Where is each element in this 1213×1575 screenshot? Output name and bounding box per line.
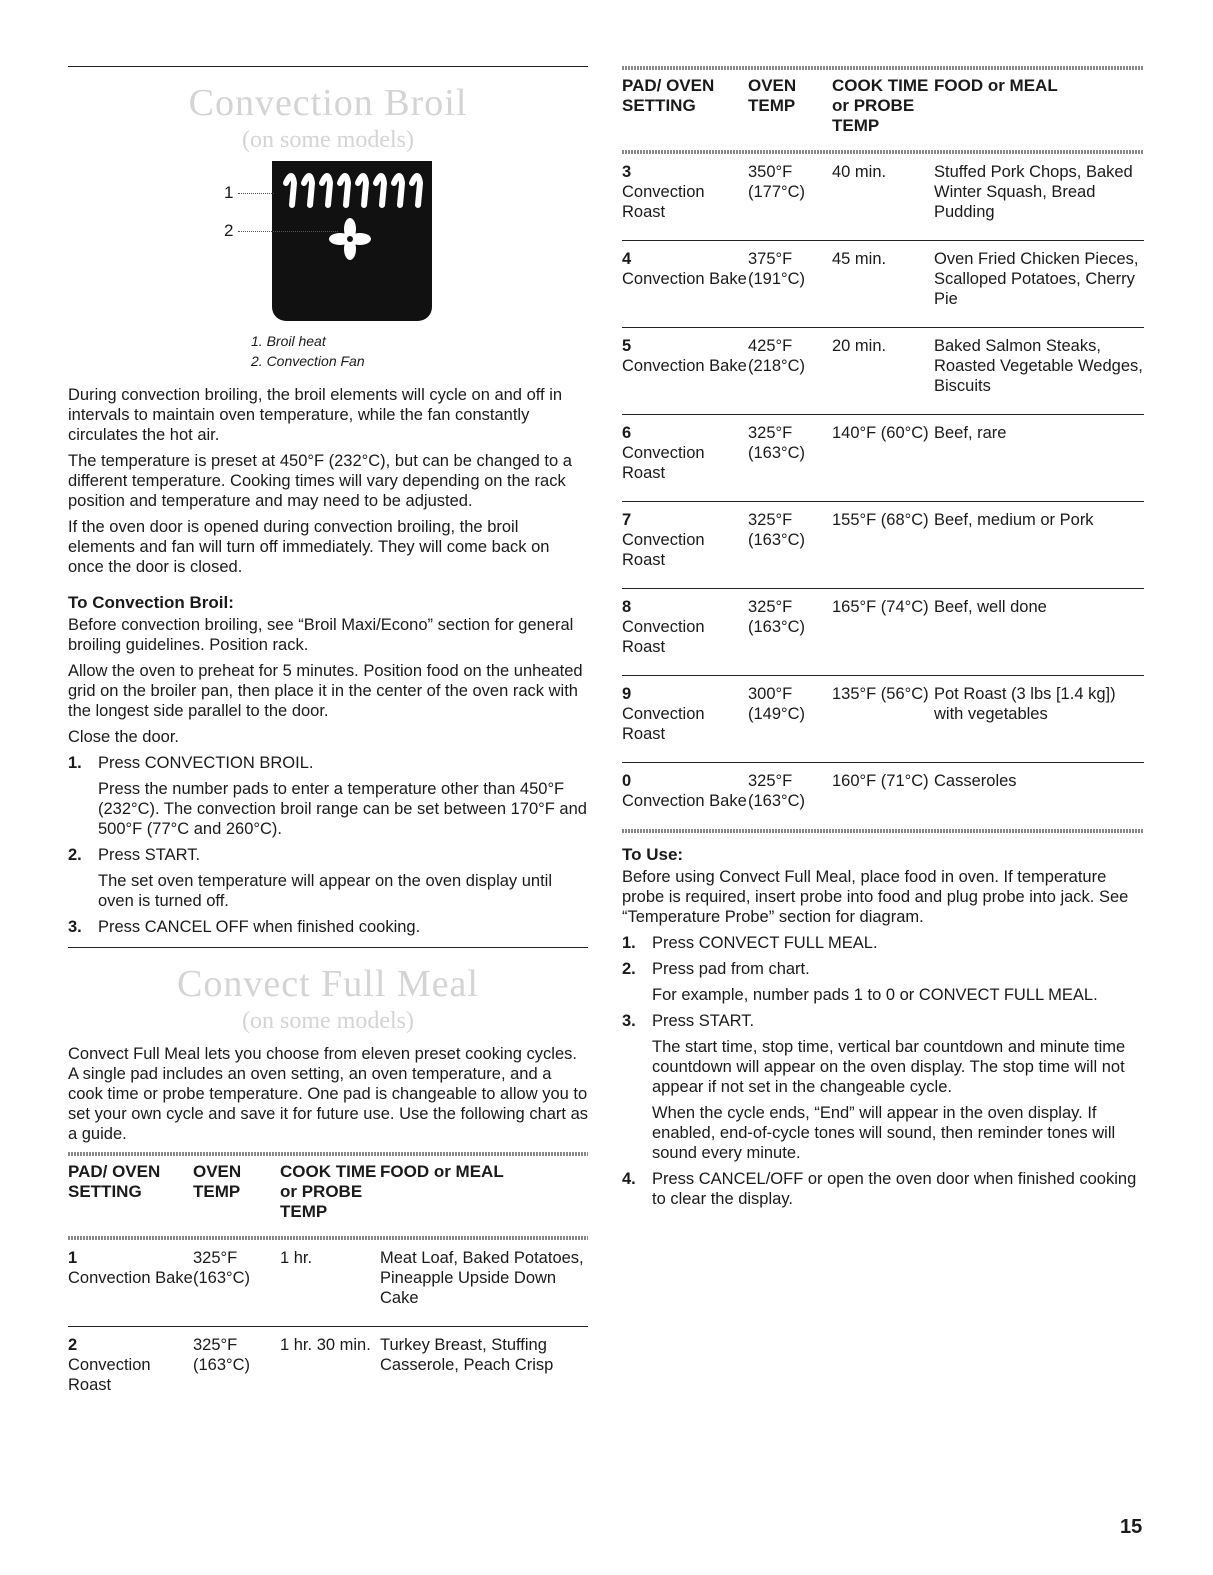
food-meal: Casseroles: [934, 772, 1017, 790]
step-item: [68, 753, 588, 839]
oven-setting: Convection Roast: [622, 705, 705, 743]
convection-broil-steps: [68, 753, 588, 937]
cook-time: 45 min.: [832, 250, 887, 268]
temp-f: 325°F: [748, 424, 793, 442]
oven-setting: Convection Bake: [622, 357, 747, 375]
temp-c: (163°C): [748, 792, 806, 810]
pad-number: 0: [622, 772, 632, 790]
convection-fan-icon: [329, 218, 371, 260]
food-meal: Stuffed Pork Chops, Baked Winter Squash, Bread Pudding: [934, 163, 1133, 221]
step-text: Press START.: [98, 846, 201, 864]
step-detail: For example, number pads 1 to 0 or CONVECT FULL MEAL.: [652, 986, 1098, 1004]
pad-number: 6: [622, 424, 632, 442]
section-rule: [68, 947, 588, 948]
step-item: [622, 959, 1144, 1005]
oven-setting: Convection Roast: [622, 183, 705, 221]
header-temp: OVEN TEMP: [193, 1162, 242, 1201]
pad-number: 5: [622, 337, 632, 355]
table-row: [68, 1327, 588, 1414]
oven-setting: Convection Roast: [622, 618, 705, 656]
pad-number: 3: [622, 163, 632, 181]
header-pad: PAD/ OVEN SETTING: [622, 76, 715, 115]
food-meal: Beef, rare: [934, 424, 1007, 442]
page-number: 15: [1120, 1516, 1143, 1538]
section-rule: [68, 66, 588, 67]
paragraph: During convection broiling, the broil elements will cycle on and off in intervals to maintain oven temperature, while the fan constantly circulates the hot air.: [68, 386, 563, 444]
temp-c: (163°C): [748, 444, 806, 462]
step-detail: The start time, stop time, vertical bar countdown and minute time countdown will appear on the oven display. The stop time will not appear if not set in the changeable cycle.: [652, 1038, 1126, 1096]
temp-c: (163°C): [748, 618, 806, 636]
header-food: FOOD or MEAL: [380, 1162, 504, 1181]
cook-time: 40 min.: [832, 163, 887, 181]
to-use-intro: Before using Convect Full Meal, place food in oven. If temperature probe is required, insert probe into food and plug probe into jack. See “Temperature Probe” section for diagram.: [622, 868, 1129, 926]
step-item: [68, 917, 588, 937]
temp-c: (218°C): [748, 357, 806, 375]
oven-setting: Convection Roast: [68, 1356, 151, 1394]
pad-number: 7: [622, 511, 632, 529]
intro-paragraph: Convect Full Meal lets you choose from eleven preset cooking cycles. A single pad includes an oven setting, an oven temperature, and a cook time or probe temperature. One pad is changeable to allow you to set your own cycle and save it for future use. Use the following chart as a guide.: [68, 1045, 589, 1143]
step-number: 2.: [622, 960, 636, 978]
food-meal: Turkey Breast, Stuffing Casserole, Peach Crisp: [380, 1336, 554, 1374]
oven-heat-panel: [272, 161, 432, 321]
temp-f: 325°F: [748, 772, 793, 790]
cook-time: 165°F (74°C): [832, 598, 929, 616]
temp-f: 425°F: [748, 337, 793, 355]
temp-f: 325°F: [748, 598, 793, 616]
step-item: [622, 933, 1144, 953]
diagram-captions: [251, 331, 588, 371]
callout-line-2: [238, 231, 338, 232]
temp-c: (177°C): [748, 183, 806, 201]
oven-setting: Convection Roast: [622, 444, 705, 482]
step-text: Press CONVECTION BROIL.: [98, 754, 314, 772]
cook-time: 20 min.: [832, 337, 887, 355]
oven-setting: Convection Bake: [68, 1269, 193, 1287]
pad-number: 4: [622, 250, 632, 268]
callout-1: 1: [224, 183, 234, 202]
table-row: [622, 415, 1144, 502]
table-row: [622, 589, 1144, 676]
header-cook: COOK TIME or PROBE TEMP: [280, 1162, 377, 1221]
step-item: [622, 1011, 1144, 1163]
callout-line-1: [238, 193, 274, 194]
left-column: [68, 66, 588, 1413]
how-to-heading: To Convection Broil:: [68, 593, 234, 612]
cook-time: 135°F (56°C): [832, 685, 929, 703]
section-title-convection-broil: Convection Broil: [188, 82, 468, 124]
full-meal-table-right: [622, 70, 1144, 829]
caption-convection-fan: 2. Convection Fan: [251, 353, 365, 369]
step-text: Press START.: [652, 1012, 755, 1030]
food-meal: Beef, well done: [934, 598, 1047, 616]
cook-time: 155°F (68°C): [832, 511, 929, 529]
pad-number: 9: [622, 685, 632, 703]
step-text: Press pad from chart.: [652, 960, 810, 978]
step-number: 2.: [68, 846, 82, 864]
step-text: Press CANCEL OFF when finished cooking.: [98, 918, 421, 936]
header-food: FOOD or MEAL: [934, 76, 1058, 95]
oven-setting: Convection Bake: [622, 270, 747, 288]
callout-2: 2: [224, 221, 234, 240]
cook-time: 140°F (60°C): [832, 424, 929, 442]
food-meal: Oven Fried Chicken Pieces, Scalloped Potatoes, Cherry Pie: [934, 250, 1139, 308]
oven-setting: Convection Bake: [622, 792, 747, 810]
temp-f: 325°F: [193, 1336, 238, 1354]
step-detail: When the cycle ends, “End” will appear in the oven display. If enabled, end-of-cycle tones will sound, then reminder tones will sound every minute.: [652, 1104, 1116, 1162]
section-title-convect-full-meal: Convect Full Meal: [177, 963, 479, 1005]
temp-c: (149°C): [748, 705, 806, 723]
paragraph: Close the door.: [68, 728, 179, 746]
header-pad: PAD/ OVEN SETTING: [68, 1162, 161, 1201]
header-temp: OVEN TEMP: [748, 76, 797, 115]
table-bottom-rule: [622, 829, 1144, 833]
section-subtitle-convection-broil: (on some models): [242, 127, 414, 153]
pad-number: 1: [68, 1249, 78, 1267]
temp-c: (191°C): [748, 270, 806, 288]
section-subtitle-convect-full-meal: (on some models): [242, 1008, 414, 1034]
header-cook: COOK TIME or PROBE TEMP: [832, 76, 929, 135]
temp-f: 325°F: [748, 511, 793, 529]
temp-f: 325°F: [193, 1249, 238, 1267]
temp-f: 350°F: [748, 163, 793, 181]
paragraph: The temperature is preset at 450°F (232°C), but can be changed to a different temperature. Cooking times will vary depending on the rack position and temperature and may need to be adjusted.: [68, 452, 572, 510]
pad-number: 2: [68, 1336, 78, 1354]
pad-number: 8: [622, 598, 632, 616]
paragraph: If the oven door is opened during convection broiling, the broil elements and fan will turn off immediately. They will come back on once the door is closed.: [68, 518, 550, 576]
temp-c: (163°C): [748, 531, 806, 549]
broil-element-icon: [272, 161, 432, 315]
oven-setting: Convection Roast: [622, 531, 705, 569]
temp-f: 300°F: [748, 685, 793, 703]
paragraph: Allow the oven to preheat for 5 minutes. Position food on the unheated grid on the broiler pan, then place it in the center of the oven rack with the longest side parallel to the door.: [68, 662, 583, 720]
step-number: 1.: [68, 754, 82, 772]
cook-time: 160°F (71°C): [832, 772, 929, 790]
table-row: [622, 676, 1144, 763]
table-row: [622, 763, 1144, 830]
table-header-row: [68, 1156, 588, 1236]
step-item: [622, 1169, 1144, 1209]
step-text: Press CONVECT FULL MEAL.: [652, 934, 878, 952]
step-item: [68, 845, 588, 911]
right-column: [622, 66, 1144, 1215]
to-use-heading: To Use:: [622, 845, 684, 864]
food-meal: Beef, medium or Pork: [934, 511, 1094, 529]
caption-broil-heat: 1. Broil heat: [251, 333, 326, 349]
temp-c: (163°C): [193, 1269, 251, 1287]
table-row: [68, 1240, 588, 1327]
table-row: [622, 241, 1144, 328]
full-meal-table-left: [68, 1156, 588, 1413]
paragraph: Before convection broiling, see “Broil Maxi/Econo” section for general broiling guidelines. Position rack.: [68, 616, 574, 654]
food-meal: Meat Loaf, Baked Potatoes, Pineapple Upside Down Cake: [380, 1249, 584, 1307]
step-number: 3.: [68, 918, 82, 936]
step-number: 3.: [622, 1012, 636, 1030]
food-meal: Pot Roast (3 lbs [1.4 kg]) with vegetables: [934, 685, 1116, 723]
step-detail: Press the number pads to enter a temperature other than 450°F (232°C). The convection broil range can be set between 170°F and 500°F (77°C and 260°C).: [98, 780, 587, 838]
convect-full-meal-steps: [622, 933, 1144, 1209]
cook-time: 1 hr.: [280, 1249, 313, 1267]
table-row: [622, 154, 1144, 241]
temp-f: 375°F: [748, 250, 793, 268]
temp-c: (163°C): [193, 1356, 251, 1374]
step-number: 1.: [622, 934, 636, 952]
table-row: [622, 502, 1144, 589]
step-number: 4.: [622, 1170, 636, 1188]
cook-time: 1 hr. 30 min.: [280, 1336, 371, 1354]
food-meal: Baked Salmon Steaks, Roasted Vegetable Wedges, Biscuits: [934, 337, 1143, 395]
convection-broil-diagram: [68, 155, 588, 315]
table-row: [622, 328, 1144, 415]
table-header-row: [622, 70, 1144, 150]
step-text: Press CANCEL/OFF or open the oven door when finished cooking to clear the display.: [652, 1170, 1137, 1208]
step-detail: The set oven temperature will appear on the oven display until oven is turned off.: [98, 872, 553, 910]
